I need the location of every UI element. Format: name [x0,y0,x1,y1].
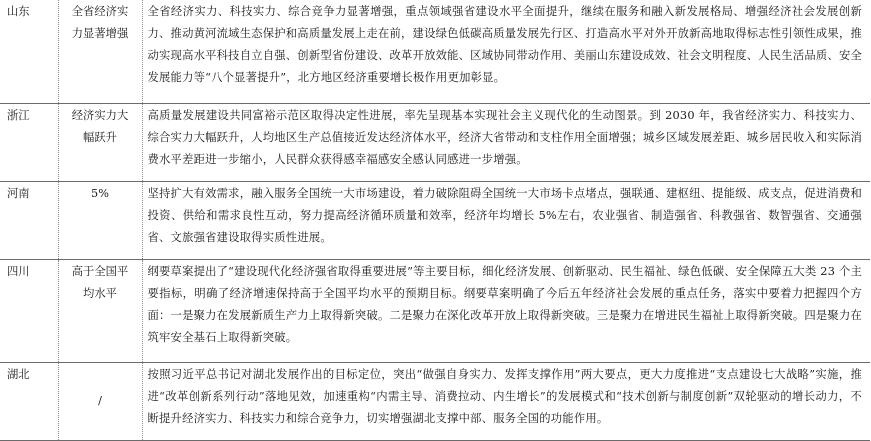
target-cell: 全省经济实力显著增强 [58,0,142,103]
target-cell: 5% [58,181,142,259]
description-cell: 全省经济实力、科技实力、综合竞争力显著增强，重点领域强省建设水平全面提升，继续在服务和融入新发展格局、增强经济社会发展创新力、推动黄河流域生态保护和高质量发展上走在前，建设绿色低碳高质量发展先行区、打造高水平对外开放新高地取得标志性引领性成果，推动实现高水平科技自立自强、创新型省份建设、改革开放效能、区域协同带动作用、美丽山东建设成效、社会文明程度、人民生活品质、安全发展能力等“八个显著提升”，北方地区经济重要增长极作用更加彰显。 [142,0,870,103]
province-cell: 湖北 [0,362,58,440]
table-row [0,0,870,103]
province-cell: 山东 [0,0,58,103]
description-cell: 按照习近平总书记对湖北发展作出的目标定位，突出“做强自身实力、发挥支撑作用”两大要点，更大力度推进“支点建设七大战略”实施，推进“改革创新系列行动”落地见效，加速重构“内需主导、消费拉动、内生增长”的发展模式和“技术创新与制度创新”双轮驱动的增长动力，不断提升经济实力、科技实力和综合竞争力，切实增强湖北支撑中部、服务全国的功能作用。 [142,362,870,440]
province-cell: 浙江 [0,103,58,181]
table-row [0,259,870,362]
target-cell: / [58,362,142,440]
province-cell: 四川 [0,259,58,362]
table-row [0,103,870,181]
table-row [0,181,870,259]
description-cell: 高质量发展建设共同富裕示范区取得决定性进展，率先呈现基本实现社会主义现代化的生动图景。到 2030 年，我省经济实力、科技实力、综合实力大幅跃升，人均地区生产总值接近发达经济体水平，经济大省带动和支柱作用全面增强；城乡区域发展差距、城乡居民收入和实际消费水平差距进一步缩小，人民群众获得感幸福感安全感认同感进一步增强。 [142,103,870,181]
target-cell: 经济实力大幅跃升 [58,103,142,181]
description-cell: 坚持扩大有效需求，融入服务全国统一大市场建设，着力破除阻碍全国统一大市场卡点堵点，强联通、建枢纽、提能级、成支点，促进消费和投资、供给和需求良性互动，努力提高经济循环质量和效率，经济年均增长 5%左右，农业强省、制造强省、科教强省、数智强省、交通强省、文旅强省建设取得实质性进展。 [142,181,870,259]
target-cell: 高于全国平均水平 [58,259,142,362]
description-cell: 纲要草案提出了“建设现代化经济强省取得重要进展”等主要目标，细化经济发展、创新驱动、民生福祉、绿色低碳、安全保障五大类 23 个主要指标，明确了经济增速保持高于全国平均水平的预期目标。纲要草案明确了今后五年经济社会发展的重点任务，落实中要着力把握四个方面：一是聚力在发展新质生产力上取得新突破。二是聚力在深化改革开放上取得新突破。三是聚力在增进民生福祉上取得新突破。四是聚力在筑牢安全基石上取得新突破。 [142,259,870,362]
province-cell: 河南 [0,181,58,259]
table-row [0,362,870,440]
